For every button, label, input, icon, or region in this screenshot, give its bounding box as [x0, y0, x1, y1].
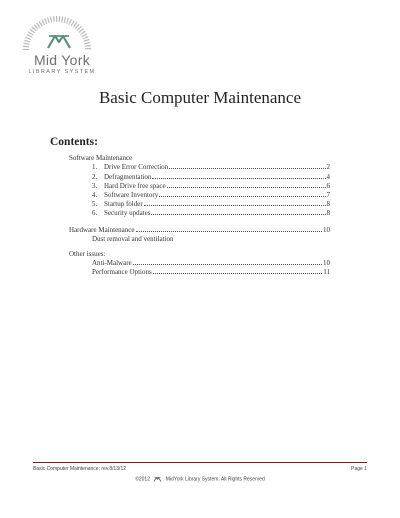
toc-entry-page: 6: [326, 182, 330, 190]
toc-entry-number: 3.: [92, 182, 98, 190]
toc-entry-page: 10: [323, 259, 330, 267]
toc-subentry-dust-removal: Dust removal and ventilation: [92, 235, 174, 243]
toc-leader-dots: [169, 168, 325, 169]
toc-entry-security-updates[interactable]: [92, 209, 330, 217]
logo-name: Mid York: [33, 52, 91, 68]
footer-copyright: [0, 476, 400, 482]
toc-entry-number: 4.: [92, 191, 98, 199]
toc-entry-page: 8: [326, 200, 330, 208]
toc-entry-label: Hard Drive free space: [104, 182, 166, 190]
logo-subtitle: LIBRARY SYSTEM: [28, 69, 96, 75]
toc-entry-hardware-maintenance[interactable]: [69, 226, 330, 234]
toc-leader-dots: [133, 264, 322, 265]
toc-entry-anti-malware[interactable]: [92, 259, 330, 267]
toc-entry-number: 5.: [92, 200, 98, 208]
toc-entry-startup-folder[interactable]: [92, 200, 330, 208]
toc-entry-label: Hardware Maintenance: [69, 226, 135, 234]
toc-entry-defragmentation[interactable]: [92, 173, 330, 181]
toc-leader-dots: [167, 187, 326, 188]
toc-entry-label: Software Inventory: [104, 191, 159, 199]
toc-entry-label: Startup folder: [104, 200, 143, 208]
toc-entry-number: 1.: [92, 163, 98, 171]
toc-entry-label: Anti-Malware: [92, 259, 132, 267]
contents-heading: Contents:: [50, 136, 98, 148]
logo-mark-icon: [14, 12, 100, 56]
toc-leader-dots: [159, 196, 325, 197]
footer-page-number: Page 1: [351, 466, 367, 472]
toc-leader-dots: [144, 205, 326, 206]
toc-entry-software-inventory[interactable]: [92, 191, 330, 199]
mid-york-mini-logo-icon: [153, 476, 162, 482]
footer-divider: [33, 462, 367, 463]
toc-entry-number: 2.: [92, 173, 98, 181]
toc-entry-hard-drive-free-space[interactable]: [92, 182, 330, 190]
toc-leader-dots: [152, 178, 325, 179]
toc-entry-page: 7: [326, 191, 330, 199]
toc-entry-page: 8: [326, 209, 330, 217]
toc-entry-label: Defragmentation: [104, 173, 152, 181]
toc-entry-page: 4: [326, 173, 330, 181]
other-issues-heading: Other issues:: [69, 250, 106, 258]
mid-york-logo: [14, 12, 100, 76]
toc-leader-dots: [151, 214, 325, 215]
toc-leader-dots: [136, 231, 323, 232]
toc-entry-label: Performance Options: [92, 268, 152, 276]
toc-entry-performance-options[interactable]: [92, 268, 330, 276]
document-title: Basic Computer Maintenance: [98, 88, 302, 107]
copyright-year: ©2012: [135, 476, 150, 483]
toc-entry-page: 10: [323, 226, 330, 234]
footer-revision: Basic Computer Maintenance; rev.8/13/12: [33, 466, 127, 472]
toc-entry-label: Security updates: [104, 209, 151, 217]
software-section-heading: Software Maintenance: [69, 154, 133, 162]
toc-leader-dots: [153, 273, 323, 274]
toc-entry-label: Drive Error Correction: [104, 163, 169, 171]
toc-entry-number: 6.: [92, 209, 98, 217]
toc-entry-drive-error-correction[interactable]: [92, 163, 330, 171]
copyright-text: MidYork Library System. All Rights Reserved: [165, 476, 265, 483]
toc-entry-page: 11: [323, 268, 330, 276]
toc-entry-page: 2: [326, 163, 330, 171]
